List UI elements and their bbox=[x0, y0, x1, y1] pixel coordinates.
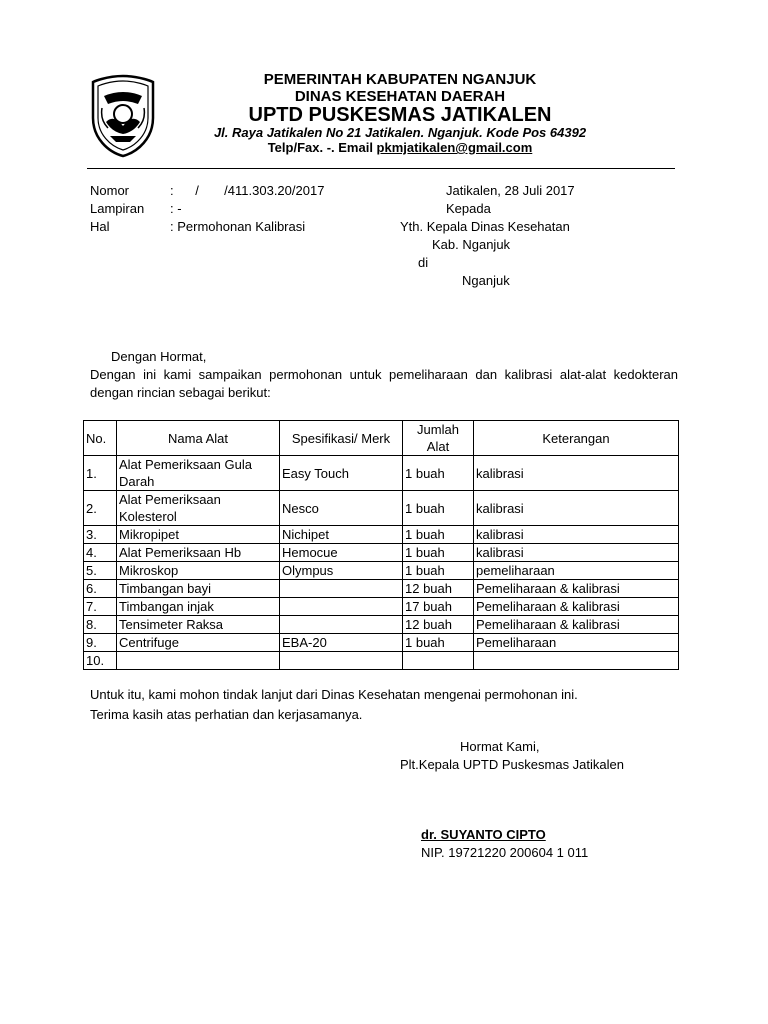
letterhead-agency: DINAS KESEHATAN DAERAH bbox=[294, 88, 506, 105]
recipient-region: Kab. Nganjuk bbox=[432, 237, 511, 252]
table-row bbox=[84, 580, 679, 598]
closing-thanks: Terima kasih atas perhatian dan kerjasamanya. bbox=[90, 707, 363, 722]
table-row bbox=[84, 456, 679, 491]
cell-ket: pemeliharaan bbox=[474, 562, 679, 580]
table-row bbox=[84, 544, 679, 562]
cell-nama: Mikropipet bbox=[117, 526, 280, 544]
table-row bbox=[84, 652, 679, 670]
cell-jumlah: 1 buah bbox=[403, 544, 474, 562]
cell-no: 7. bbox=[84, 598, 117, 616]
cell-nama: Mikroskop bbox=[117, 562, 280, 580]
lampiran-label: Lampiran bbox=[90, 201, 145, 216]
intro-paragraph: Dengan ini kami sampaikan permohonan untuk pemeliharaan dan kalibrasi alat-alat kedokteran dengan rincian sebagai berikut: bbox=[90, 367, 678, 400]
email-link[interactable]: pkmjatikalen@gmail.com bbox=[376, 140, 533, 155]
recipient-city: Nganjuk bbox=[462, 273, 510, 288]
signature-position: Plt.Kepala UPTD Puskesmas Jatikalen bbox=[400, 757, 624, 772]
cell-spek bbox=[280, 652, 403, 670]
kabupaten-emblem-logo bbox=[90, 74, 156, 158]
cell-jumlah: 12 buah bbox=[403, 580, 474, 598]
cell-jumlah: 17 buah bbox=[403, 598, 474, 616]
cell-jumlah: 1 buah bbox=[403, 526, 474, 544]
table-row bbox=[84, 491, 679, 526]
signature-name: dr. SUYANTO CIPTO bbox=[421, 827, 546, 842]
cell-ket bbox=[474, 652, 679, 670]
cell-spek: Easy Touch bbox=[280, 456, 403, 491]
cell-spek bbox=[280, 598, 403, 616]
cell-nama: Tensimeter Raksa bbox=[117, 616, 280, 634]
recipient-di: di bbox=[418, 255, 429, 270]
cell-spek: EBA-20 bbox=[280, 634, 403, 652]
cell-ket: Pemeliharaan & kalibrasi bbox=[474, 580, 679, 598]
letterhead-address: Jl. Raya Jatikalen No 21 Jatikalen. Nganjuk. Kode Pos 64392 bbox=[213, 125, 587, 140]
greeting: Dengan Hormat, bbox=[111, 349, 207, 364]
header-nama-alat: Nama Alat bbox=[117, 421, 280, 456]
cell-spek bbox=[280, 616, 403, 634]
lampiran-value: : - bbox=[170, 201, 182, 216]
hal-label: Hal bbox=[90, 219, 110, 234]
cell-no: 6. bbox=[84, 580, 117, 598]
cell-ket: Pemeliharaan & kalibrasi bbox=[474, 598, 679, 616]
cell-ket: kalibrasi bbox=[474, 491, 679, 526]
letterhead-government: PEMERINTAH KABUPATEN NGANJUK bbox=[263, 71, 537, 88]
cell-ket: Pemeliharaan & kalibrasi bbox=[474, 616, 679, 634]
equipment-table bbox=[83, 420, 679, 670]
cell-no: 1. bbox=[84, 456, 117, 491]
header-keterangan: Keterangan bbox=[474, 421, 679, 456]
cell-ket: kalibrasi bbox=[474, 526, 679, 544]
cell-spek: Olympus bbox=[280, 562, 403, 580]
cell-nama: Alat Pemeriksaan Hb bbox=[117, 544, 280, 562]
table-row bbox=[84, 526, 679, 544]
cell-jumlah: 1 buah bbox=[403, 634, 474, 652]
table-row bbox=[84, 598, 679, 616]
recipient-kepada: Kepada bbox=[446, 201, 491, 216]
closing-request: Untuk itu, kami mohon tindak lanjut dari Dinas Kesehatan mengenai permohonan ini. bbox=[90, 687, 578, 702]
cell-nama: Centrifuge bbox=[117, 634, 280, 652]
header-no: No. bbox=[84, 421, 117, 456]
cell-spek: Nichipet bbox=[280, 526, 403, 544]
cell-jumlah: 12 buah bbox=[403, 616, 474, 634]
table-row bbox=[84, 634, 679, 652]
cell-no: 3. bbox=[84, 526, 117, 544]
cell-jumlah: 1 buah bbox=[403, 456, 474, 491]
cell-nama bbox=[117, 652, 280, 670]
nomor-value: : / /411.303.20/2017 bbox=[170, 183, 325, 198]
cell-no: 4. bbox=[84, 544, 117, 562]
cell-jumlah bbox=[403, 652, 474, 670]
cell-nama: Alat Pemeriksaan Gula Darah bbox=[117, 456, 280, 491]
cell-nama: Timbangan injak bbox=[117, 598, 280, 616]
contact-prefix: Telp/Fax. -. Email bbox=[267, 140, 377, 155]
cell-spek bbox=[280, 580, 403, 598]
cell-no: 9. bbox=[84, 634, 117, 652]
cell-jumlah: 1 buah bbox=[403, 491, 474, 526]
cell-spek: Hemocue bbox=[280, 544, 403, 562]
table-row bbox=[84, 562, 679, 580]
table-row bbox=[84, 616, 679, 634]
letterhead-institution: UPTD PUSKESMAS JATIKALEN bbox=[248, 104, 552, 126]
cell-no: 8. bbox=[84, 616, 117, 634]
letterhead-divider bbox=[87, 168, 675, 169]
cell-ket: kalibrasi bbox=[474, 456, 679, 491]
cell-no: 5. bbox=[84, 562, 117, 580]
cell-ket: kalibrasi bbox=[474, 544, 679, 562]
hal-value: : Permohonan Kalibrasi bbox=[170, 219, 306, 234]
recipient-title: Yth. Kepala Dinas Kesehatan bbox=[400, 219, 570, 234]
cell-nama: Alat Pemeriksaan Kolesterol bbox=[117, 491, 280, 526]
header-spesifikasi: Spesifikasi/ Merk bbox=[280, 421, 403, 456]
cell-jumlah: 1 buah bbox=[403, 562, 474, 580]
nomor-label: Nomor bbox=[90, 183, 130, 198]
letter-date: Jatikalen, 28 Juli 2017 bbox=[446, 183, 575, 198]
cell-nama: Timbangan bayi bbox=[117, 580, 280, 598]
cell-spek: Nesco bbox=[280, 491, 403, 526]
cell-no: 2. bbox=[84, 491, 117, 526]
cell-ket: Pemeliharaan bbox=[474, 634, 679, 652]
cell-no: 10. bbox=[84, 652, 117, 670]
signature-nip: NIP. 19721220 200604 1 011 bbox=[421, 845, 589, 860]
header-jumlah: Jumlah Alat bbox=[403, 421, 474, 456]
signature-regards: Hormat Kami, bbox=[460, 739, 540, 754]
table-header-row bbox=[84, 421, 679, 456]
letterhead-contact bbox=[160, 140, 640, 155]
